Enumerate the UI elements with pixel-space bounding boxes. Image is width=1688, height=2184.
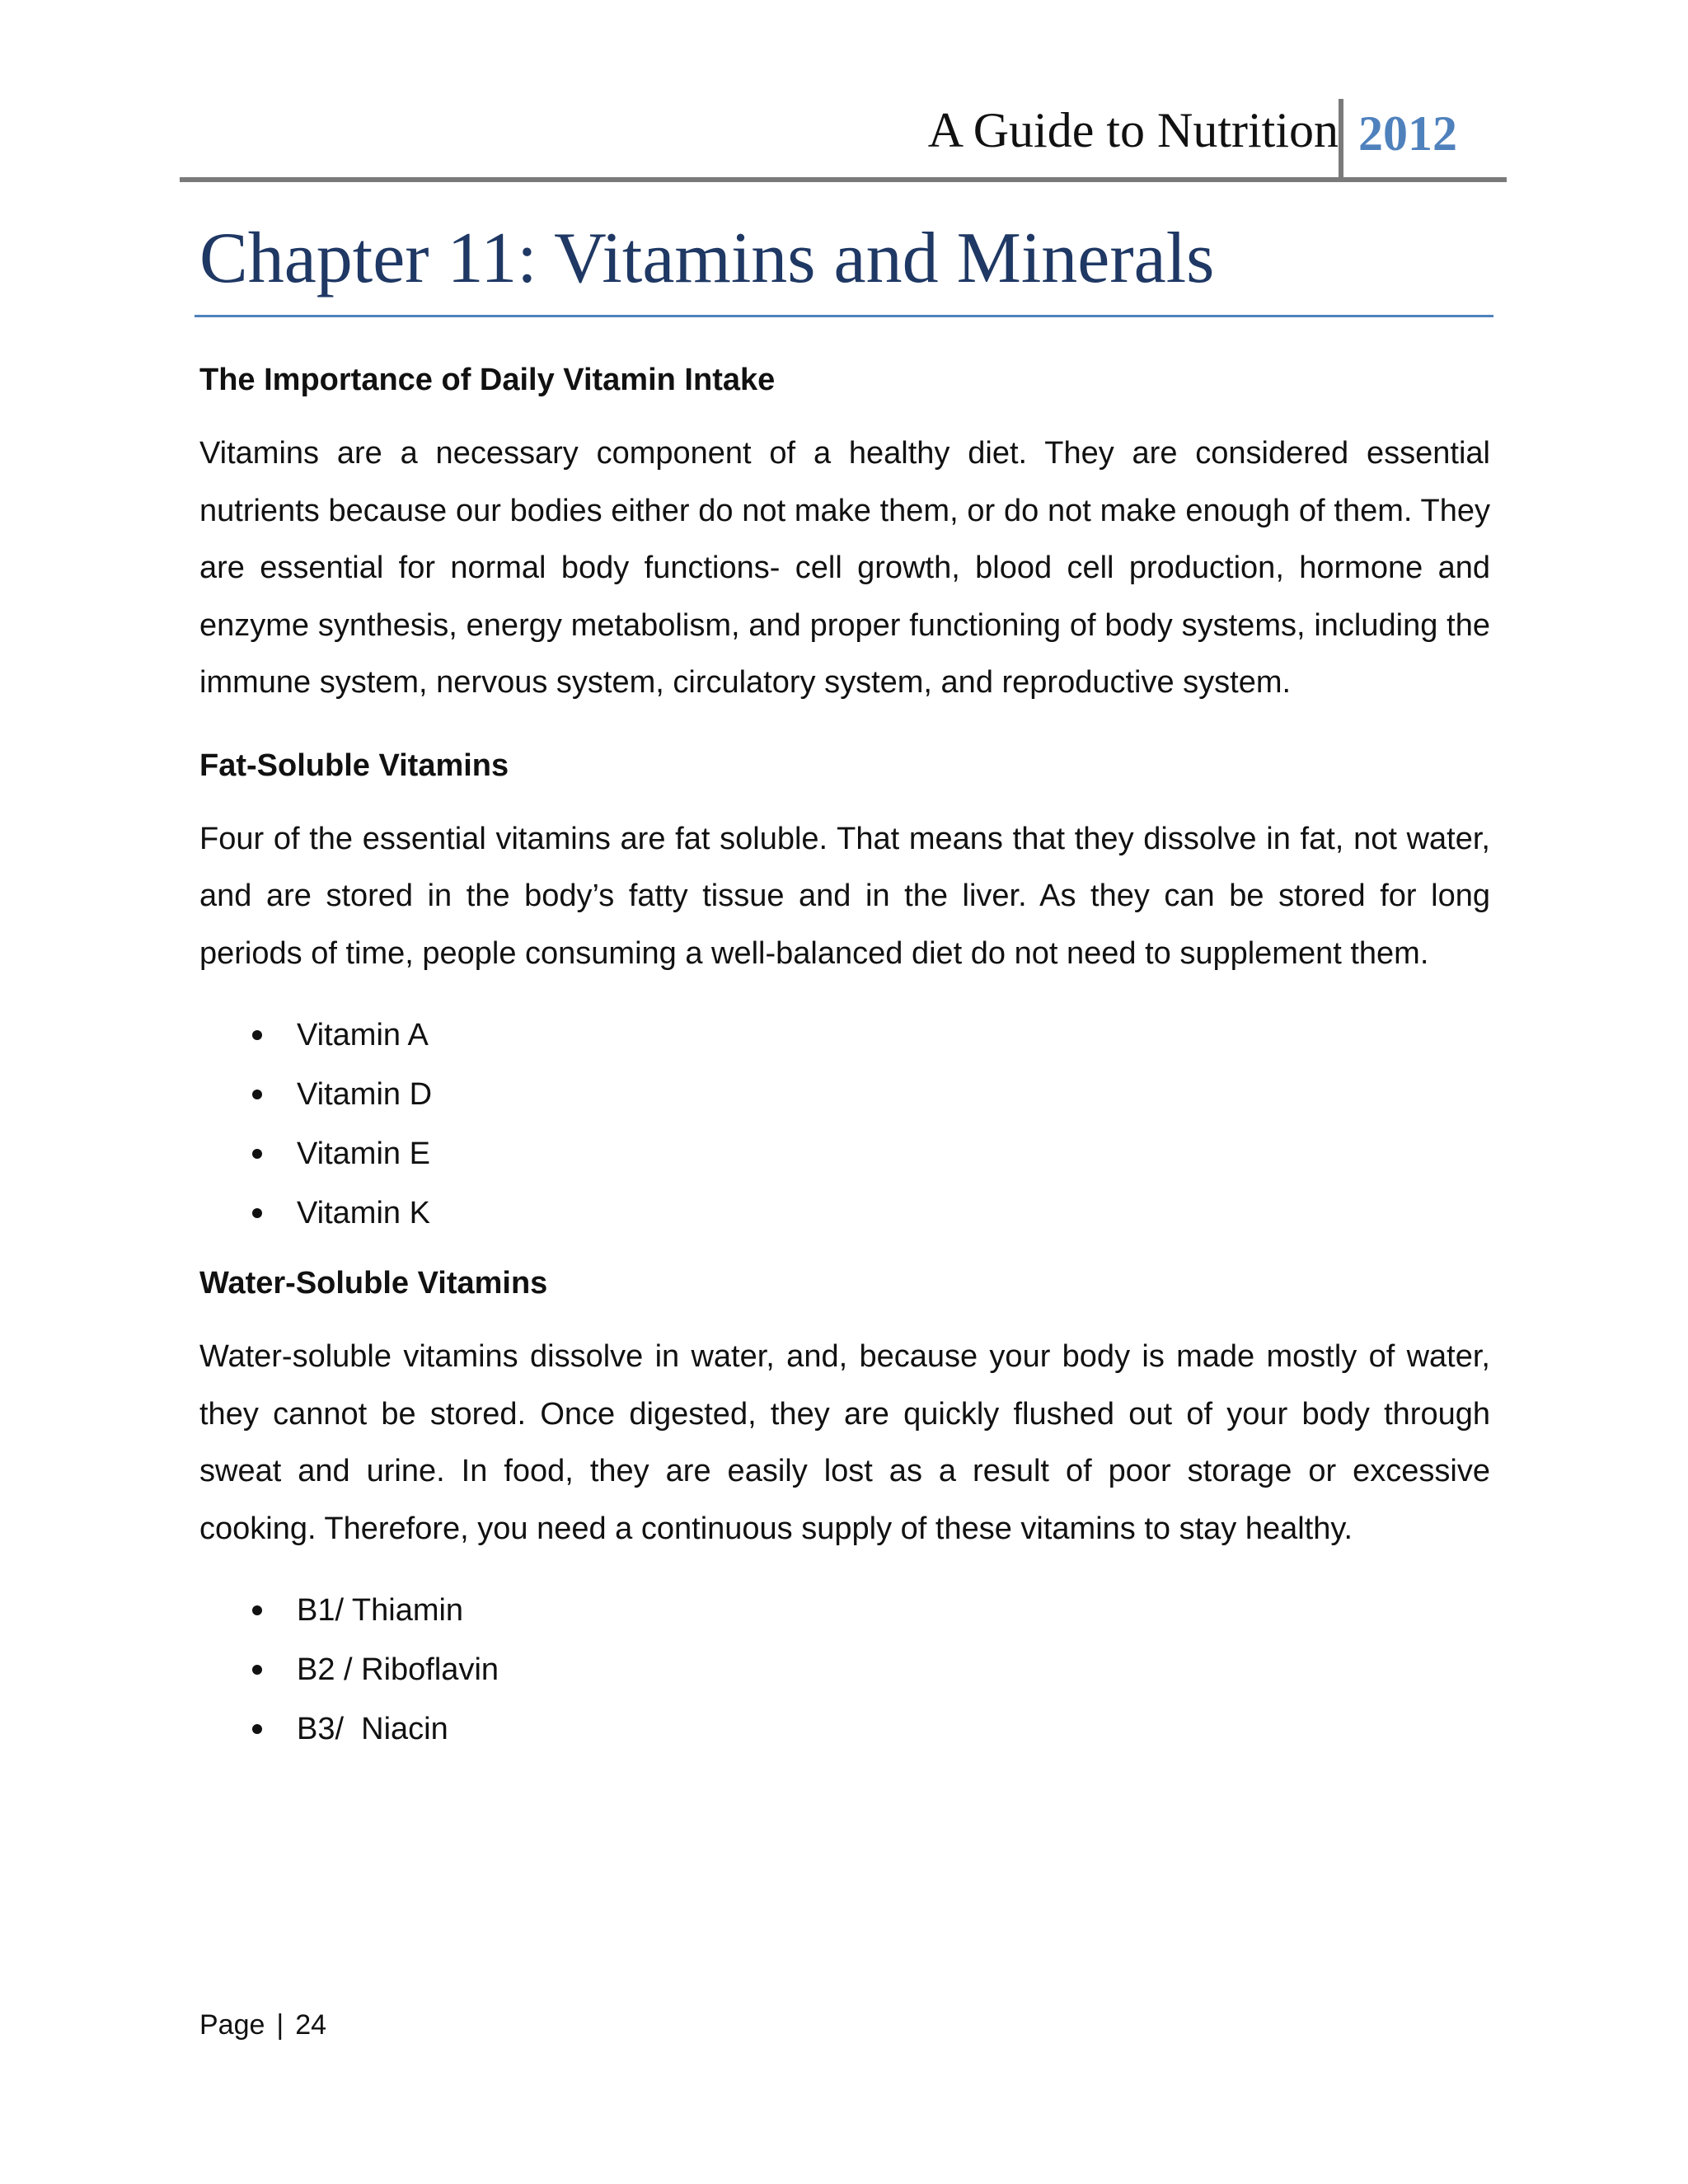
running-header-title: A Guide to Nutrition bbox=[927, 103, 1339, 157]
list-item-label: Vitamin D bbox=[297, 1076, 433, 1112]
header-divider bbox=[1339, 99, 1343, 180]
chapter-title: Chapter 11: Vitamins and Minerals bbox=[199, 218, 1215, 298]
section-heading: Fat-Soluble Vitamins bbox=[199, 748, 509, 783]
page-label: Page bbox=[199, 2009, 265, 2041]
section-heading: Water-Soluble Vitamins bbox=[199, 1266, 548, 1301]
list-item-label: B3/ Niacin bbox=[297, 1711, 448, 1746]
list-item-label: Vitamin A bbox=[297, 1017, 429, 1052]
water-soluble-vitamin-list bbox=[199, 1581, 1490, 1759]
list-item bbox=[199, 1581, 1490, 1640]
list-item-label: B2 / Riboflavin bbox=[297, 1652, 499, 1687]
section-water-soluble-vitamins bbox=[199, 1259, 1490, 1759]
bullet-icon bbox=[252, 1208, 262, 1218]
section-daily-vitamin-intake bbox=[199, 356, 1490, 712]
page-separator: | bbox=[276, 2009, 284, 2041]
bullet-icon bbox=[252, 1605, 262, 1615]
list-item bbox=[199, 1640, 1490, 1699]
section-fat-soluble-vitamins bbox=[199, 742, 1490, 1244]
list-item bbox=[199, 1183, 1490, 1243]
list-item-label: B1/ Thiamin bbox=[297, 1592, 464, 1628]
header-rule bbox=[180, 177, 1507, 182]
section-heading: The Importance of Daily Vitamin Intake bbox=[199, 363, 776, 397]
list-item bbox=[199, 1124, 1490, 1183]
running-header-year: 2012 bbox=[1358, 106, 1457, 161]
bullet-icon bbox=[252, 1724, 262, 1734]
list-item-label: Vitamin E bbox=[297, 1136, 430, 1171]
page-body bbox=[199, 356, 1490, 1775]
list-item-label: Vitamin K bbox=[297, 1195, 430, 1230]
bullet-icon bbox=[252, 1149, 262, 1159]
list-item bbox=[199, 1699, 1490, 1759]
section-paragraph: Vitamins are a necessary component of a healthy diet. They are considered essential nutrients because our bodies either do not make them, or do not make enough of them. They are essential for normal body functions- cell growth, blood cell production, hormone and enzyme synthesis, energy metabolism, and proper functioning of body systems, including the immune system, nervous system, circulatory system, and reproductive system. bbox=[199, 436, 1490, 700]
section-paragraph: Four of the essential vitamins are fat soluble. That means that they dissolve in fat, not water, and are stored in the body’s fatty tissue and in the liver. As they can be stored for long periods of time, people consuming a well-balanced diet do not need to supplement them. bbox=[199, 821, 1490, 971]
section-paragraph: Water-soluble vitamins dissolve in water, and, because your body is made mostly of water, they cannot be stored. Once digested, they are quickly flushed out of your body through sweat and urine. In food, they are easily lost as a result of poor storage or excessive cooking. Therefore, you need a continuous supply of these vitamins to stay healthy. bbox=[199, 1339, 1490, 1546]
chapter-title-underline bbox=[195, 315, 1493, 317]
bullet-icon bbox=[252, 1665, 262, 1675]
list-item bbox=[199, 1005, 1490, 1065]
page-footer bbox=[199, 2011, 326, 2039]
bullet-icon bbox=[252, 1030, 262, 1040]
fat-soluble-vitamin-list bbox=[199, 1005, 1490, 1243]
list-item bbox=[199, 1065, 1490, 1124]
page-number: 24 bbox=[295, 2009, 327, 2041]
bullet-icon bbox=[252, 1090, 262, 1099]
